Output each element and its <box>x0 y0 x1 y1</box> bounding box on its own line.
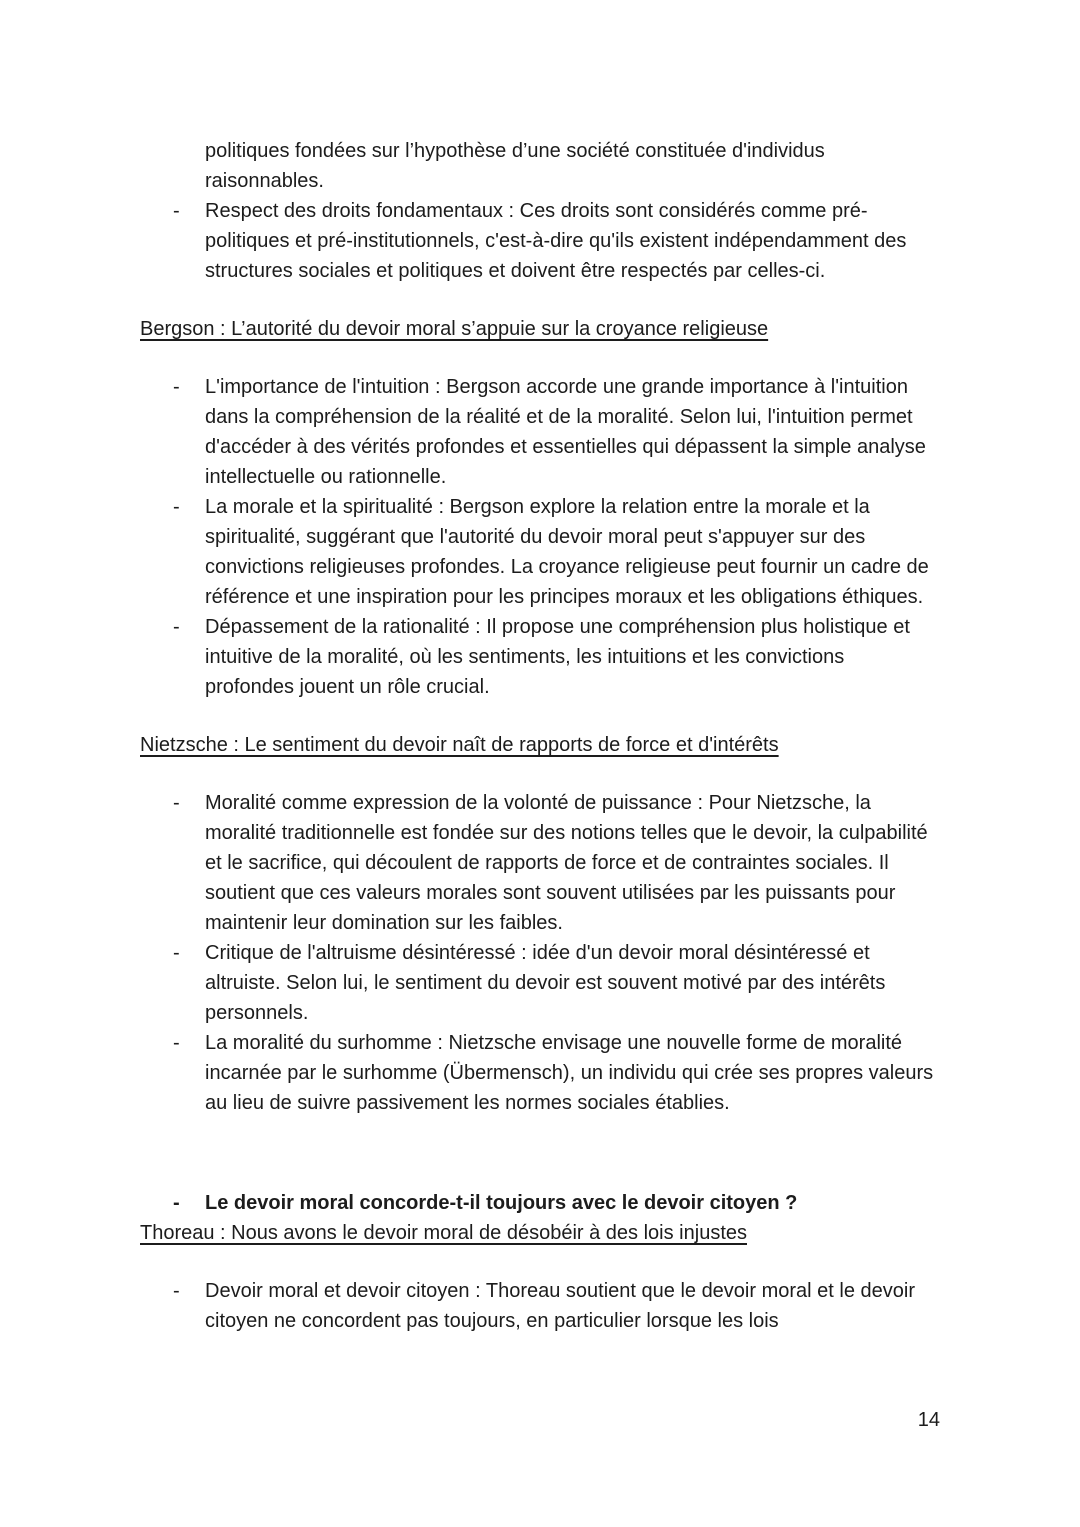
list-item <box>140 1028 936 1118</box>
question-list-item <box>140 1188 936 1218</box>
list-item <box>140 492 936 612</box>
list-item-text: Respect des droits fondamentaux : Ces droits sont considérés comme pré-politiques et pré-institutionnels, c'est-à-dire qu'ils existent indépendamment des structures sociales et politiques et doivent être respectés par celles-ci. <box>205 200 907 282</box>
list-item <box>140 196 936 286</box>
list-item <box>140 1276 936 1336</box>
bullet-marker: - <box>173 1280 180 1302</box>
heading-bergson: Bergson : L’autorité du devoir moral s’appuie sur la croyance religieuse <box>140 318 769 340</box>
list-item <box>140 788 936 938</box>
bullet-marker: - <box>173 496 180 518</box>
bullet-marker: - <box>173 1192 180 1214</box>
list-item-text: La morale et la spiritualité : Bergson explore la relation entre la morale et la spiritualité, suggérant que l'autorité du devoir moral peut s'appuyer sur des convictions religieuses profondes. La croyance religieuse peut fournir un cadre de référence et une inspiration pour les principes moraux et les obligations éthiques. <box>205 496 929 608</box>
list-item-text: Critique de l'altruisme désintéressé : idée d'un devoir moral désintéressé et altruiste. Selon lui, le sentiment du devoir est souvent motivé par des intérêts personnels. <box>205 942 886 1024</box>
bullet-marker: - <box>173 1032 180 1054</box>
heading-thoreau: Thoreau : Nous avons le devoir moral de désobéir à des lois injustes <box>140 1222 747 1244</box>
list-item <box>140 372 936 492</box>
list-item <box>140 612 936 702</box>
heading-nietzsche: Nietzsche : Le sentiment du devoir naît de rapports de force et d'intérêts <box>140 734 779 756</box>
page-content <box>140 136 936 1336</box>
list-item-text: Dépassement de la rationalité : Il propose une compréhension plus holistique et intuitive de la moralité, où les sentiments, les intuitions et les convictions profondes jouent un rôle crucial. <box>205 616 910 698</box>
list-item-text: Devoir moral et devoir citoyen : Thoreau soutient que le devoir moral et le devoir citoyen ne concordent pas toujours, en particulier lorsque les lois <box>205 1280 915 1332</box>
bullet-marker: - <box>173 792 180 814</box>
bullet-marker: - <box>173 616 180 638</box>
list-item <box>140 938 936 1028</box>
paragraph-continuation: politiques fondées sur l’hypothèse d’une société constituée d'individus raisonnables. <box>205 140 825 192</box>
list-item-text: Moralité comme expression de la volonté de puissance : Pour Nietzsche, la moralité traditionnelle est fondée sur des notions telles que le devoir, la culpabilité et le sacrifice, qui découlent de rapports de force et de contraintes sociales. Il soutient que ces valeurs morales sont souvent utilisées par les puissants pour maintenir leur domination sur les faibles. <box>205 792 928 934</box>
bullet-marker: - <box>173 942 180 964</box>
question-text: Le devoir moral concorde-t-il toujours avec le devoir citoyen ? <box>205 1192 798 1214</box>
page-number: 14 <box>917 1409 940 1431</box>
bullet-marker: - <box>173 376 180 398</box>
list-item-text: L'importance de l'intuition : Bergson accorde une grande importance à l'intuition dans la compréhension de la réalité et de la moralité. Selon lui, l'intuition permet d'accéder à des vérités profondes et essentielles qui dépassent la simple analyse intellectuelle ou rationnelle. <box>205 376 926 488</box>
bullet-marker: - <box>173 200 180 222</box>
list-item-text: La moralité du surhomme : Nietzsche envisage une nouvelle forme de moralité incarnée par le surhomme (Übermensch), un individu qui crée ses propres valeurs au lieu de suivre passivement les normes sociales établies. <box>205 1032 934 1114</box>
